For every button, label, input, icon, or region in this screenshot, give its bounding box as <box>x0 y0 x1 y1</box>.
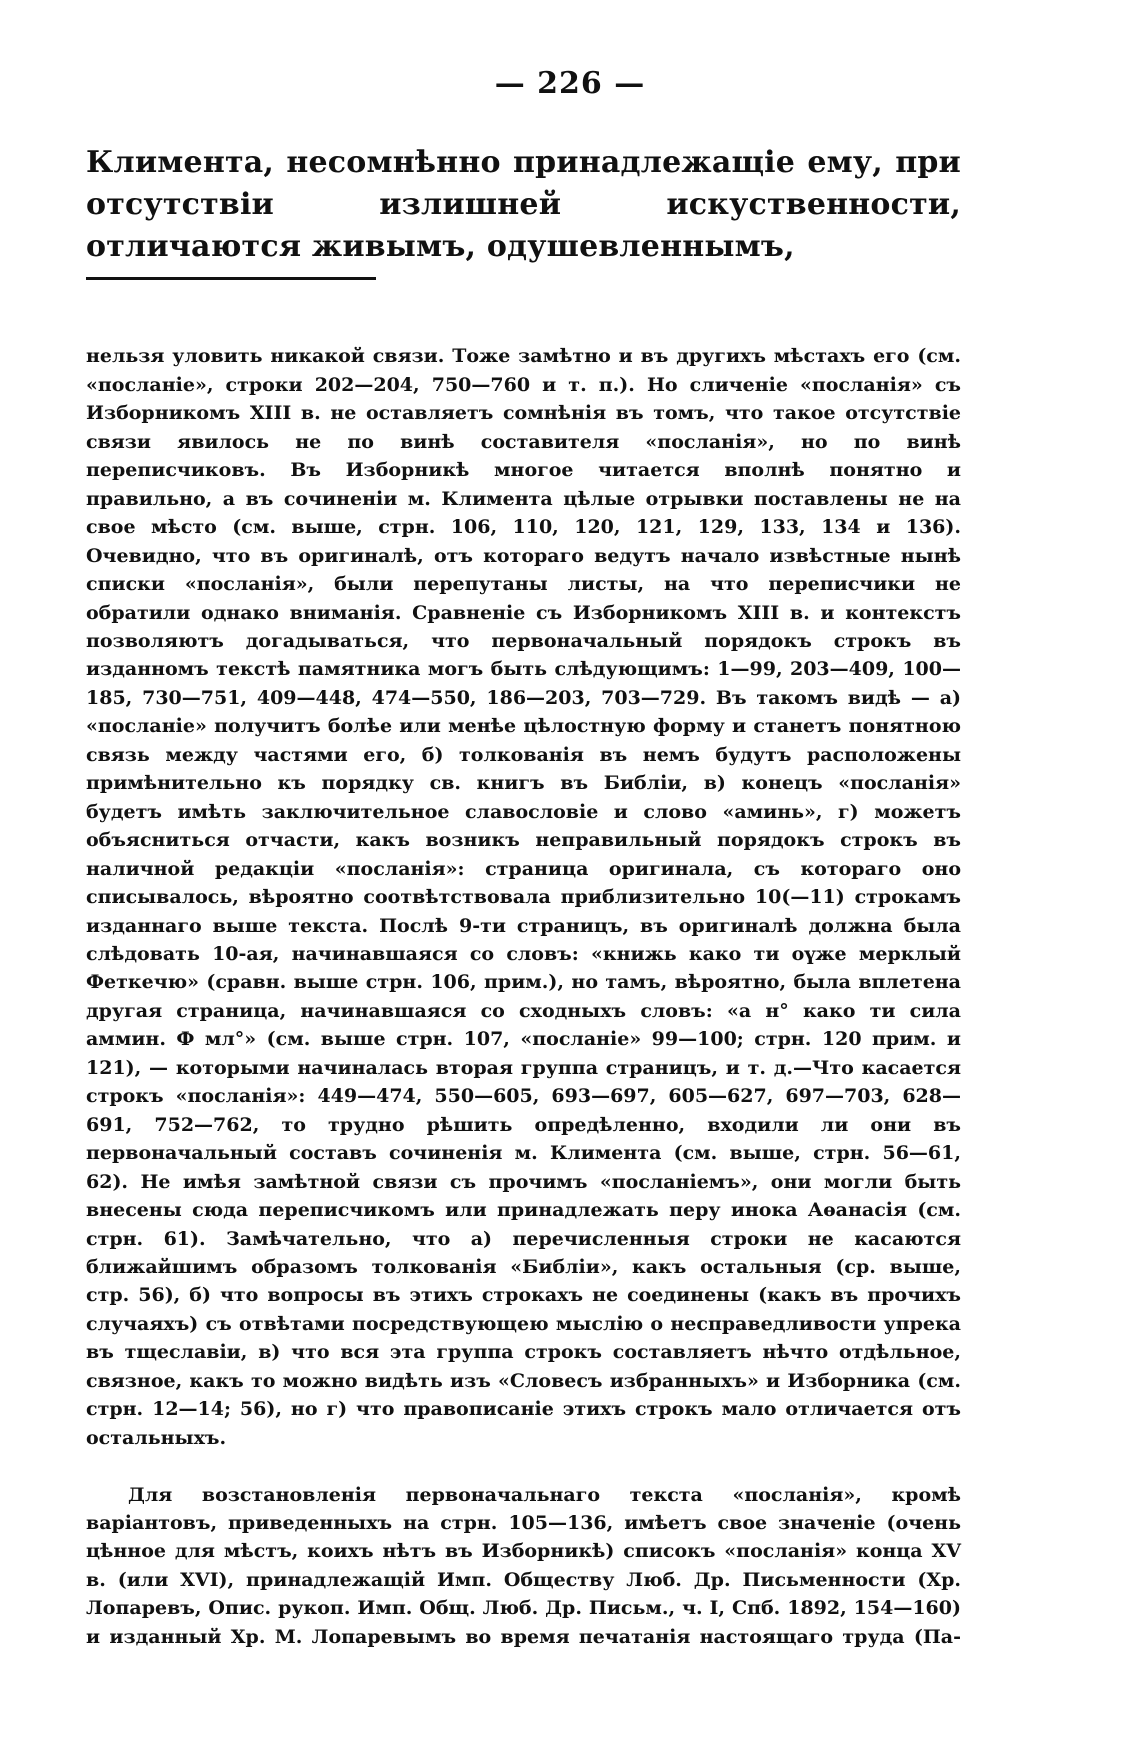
footnote-paragraph-1: нельзя уловить никакой связи. Тоже замѣтно и въ другихъ мѣстахъ его (см. «посланіе», строки 202—204, 750—760 и т. п.). Но сличеніе «посланія» съ Изборникомъ XIII в. не оставляетъ сомнѣнія въ томъ, что такое отсутствіе связи явилось не по винѣ составителя «посланія», но по винѣ переписчиковъ. Въ Изборникѣ многое читается вполнѣ понятно и правильно, а въ сочиненіи м. Климента цѣлые отрывки поставлены не на свое мѣсто (см. выше, стрн. 106, 110, 120, 121, 129, 133, 134 и 136). Очевидно, что въ оригиналѣ, отъ котораго ведутъ начало извѣстные нынѣ списки «посланія», были перепутаны листы, на что переписчики не обратили однако вниманія. Сравненіе съ Изборникомъ XIII в. и контекстъ позволяютъ догадываться, что первоначальный порядокъ строкъ въ изданномъ текстѣ памятника могъ быть слѣдующимъ: 1—99, 203—409, 100—185, 730—751, 409—448, 474—550, 186—203, 703—729. Въ такомъ видѣ — а) «посланіе» получитъ болѣе или менѣе цѣлостную форму и станетъ понятною связь между частями его, б) толкованія въ немъ будутъ расположены примѣнительно къ порядку св. книгъ въ Библіи, в) конецъ «посланія» будетъ имѣть заключительное славословіе и слово «аминь», г) можетъ объясниться отчасти, какъ возникъ неправильный порядокъ строкъ въ наличной редакціи «посланія»: страница оригинала, съ котораго оно списывалось, вѣроятно соотвѣтствовала приблизительно 10(—11) строкамъ изданнаго выше текста. Послѣ 9-ти страницъ, въ оригиналѣ должна была слѣдовать 10-ая, начинавшаяся со словъ: «книжь како ти оүже мерклый Феткечю» (сравн. выше стрн. 106, прим.), но тамъ, вѣроятно, была вплетена другая страница, начинавшаяся со сходныхъ словъ: «а н° како ти сила аммин. Ф мл°» (см. выше стрн. 107, «посланіе» 99—100; стрн. 120 прим. и 121), — которыми начиналась вторая группа страницъ, и т. д.—Что касается строкъ «посланія»: 449—474, 550—605, 693—697, 605—627, 697—703, 628—691, 752—762, то трудно рѣшить опредѣленно, входили ли они въ первоначальный составъ сочиненія м. Климента (см. выше, стрн. 56—61, 62). Не имѣя замѣтной связи съ прочимъ «посланіемъ», они могли быть внесены сюда переписчикомъ или принадлежать перу инока Аѳанасія (см. стрн. 61). Замѣчательно, что а) перечисленныя строки не касаются ближайшимъ образомъ толкованія «Библіи», какъ остальныя (ср. выше, стр. 56), б) что вопросы въ этихъ строкахъ не соединены (какъ въ прочихъ случаяхъ) съ отвѣтами посредствующею мыслію о несправедливости упрека въ тщеславіи, в) что вся эта группа строкъ составляетъ нѣчто отдѣльное, связное, какъ то можно видѣть изъ «Словесъ избранныхъ» и Изборника (см. стрн. 12—14; 56), но г) что правописаніе этихъ строкъ мало отличается отъ остальныхъ. <box>86 345 961 1449</box>
main-text: Климента, несомнѣнно принадлежащіе ему, при отсутствіи излишней искуственности, отличаются живымъ, одушевленнымъ, <box>86 145 961 264</box>
footnote-paragraph-2: Для возстановленія первоначальнаго текста «посланія», кромѣ варіантовъ, приведенныхъ на стрн. 105—136, имѣетъ свое значеніе (очень цѣнное для мѣстъ, коихъ нѣтъ въ Изборникѣ) списокъ «посланія» конца XV в. (или XVI), принадлежащій Имп. Обществу Люб. Др. Письменности (Хр. Лопаревъ, Опис. рукоп. Имп. Общ. Люб. Др. Письм., ч. I, Спб. 1892, 154—160) и изданный Хр. М. Лопаревымъ во время печатанія настоящаго труда (Па- <box>86 1483 961 1648</box>
footnote-separator <box>86 277 376 280</box>
page-number: — 226 — <box>494 66 646 101</box>
footnote <box>86 314 961 1680</box>
